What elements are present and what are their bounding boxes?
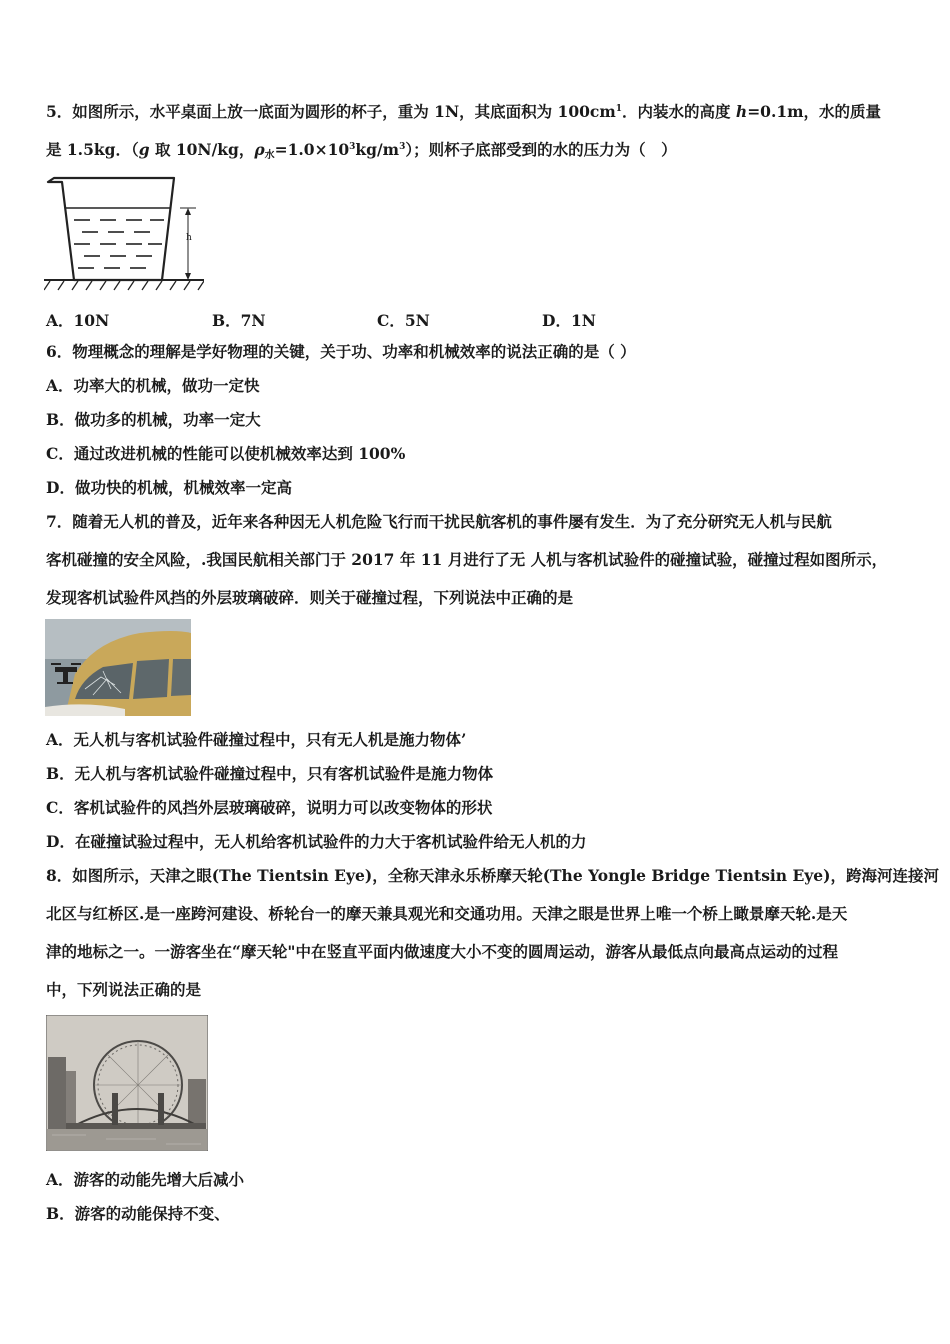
q6-stem: 6．物理概念的理解是学好物理的关键，关于功、功率和机械效率的说法正确的是（ ）	[46, 342, 636, 361]
q6-option-d[interactable]: D．做功快的机械，机械效率一定高	[46, 478, 292, 497]
q7-stem-line-1: 7．随着无人机的普及，近年来各种因无人机危险飞行而干扰民航客机的事件屡有发生．为了充分研究无人机与民航	[46, 512, 832, 531]
tianjin-eye-photo	[46, 1015, 208, 1151]
q6-option-a[interactable]: A．功率大的机械，做功一定快	[46, 376, 260, 395]
q8-stem-line-4: 中，下列说法正确的是	[46, 980, 202, 999]
q8-stem-line-1: 8．如图所示，天津之眼(The Tientsin Eye)，全称天津永乐桥摩天轮(The Yongle Bridge Tientsin Eye)，跨海河连接河	[46, 866, 939, 885]
q6-option-b[interactable]: B．做功多的机械，功率一定大	[46, 410, 261, 429]
q8-stem-line-2: 北区与红桥区.是一座跨河建设、桥轮台一的摩天兼具观光和交通功用。天津之眼是世界上唯一个桥上瞰景摩天轮.是天	[46, 904, 848, 923]
q7-stem-line-2: 客机碰撞的安全风险，.我国民航相关部门于 2017 年 11 月进行了无 人机与客机试验件的碰撞试验，碰撞过程如图所示，	[46, 550, 888, 569]
q7-option-d[interactable]: D．在碰撞试验过程中，无人机给客机试验件的力大于客机试验件给无人机的力	[46, 832, 587, 851]
q7-option-c[interactable]: C．客机试验件的风挡外层玻璃破碎，说明力可以改变物体的形状	[46, 798, 493, 817]
q5-option-b[interactable]: B．7N	[212, 311, 266, 330]
q7-option-a[interactable]: A．无人机与客机试验件碰撞过程中，只有无人机是施力物体’	[46, 730, 467, 749]
q8-stem-line-3: 津的地标之一。一游客坐在“摩天轮"中在竖直平面内做速度大小不变的圆周运动，游客从最低点向最高点运动的过程	[46, 942, 838, 961]
cup-of-water-figure	[44, 174, 204, 296]
q8-option-a[interactable]: A．游客的动能先增大后减小	[46, 1170, 245, 1189]
q5-option-c[interactable]: C．5N	[377, 311, 430, 330]
q5-option-a[interactable]: A．10N	[46, 311, 110, 330]
q5-stem-line-2: 是 1.5kg．（g 取 10N/kg，$\rho_水=1.0\times 10^3kg/m^3$）；则杯子底部受到的水的压力为（ ）	[46, 140, 677, 161]
drone-collision-photo	[45, 619, 191, 716]
q7-option-b[interactable]: B．无人机与客机试验件碰撞过程中，只有客机试验件是施力物体	[46, 764, 494, 783]
q6-option-c[interactable]: C．通过改进机械的性能可以使机械效率达到 100%	[46, 444, 406, 463]
q5-options	[46, 309, 746, 329]
q5-stem-line-1: 5．如图所示，水平桌面上放一底面为圆形的杯子，重为 1N，其底面积为 $100cm^1$．内装水的高度 h=0.1m，水的质量	[46, 102, 882, 121]
height-label: h	[186, 233, 192, 243]
q5-option-d[interactable]: D．1N	[542, 311, 596, 330]
q7-stem-line-3: 发现客机试验件风挡的外层玻璃破碎．则关于碰撞过程，下列说法中正确的是	[46, 588, 574, 607]
q8-option-b[interactable]: B．游客的动能保持不变、	[46, 1204, 230, 1223]
